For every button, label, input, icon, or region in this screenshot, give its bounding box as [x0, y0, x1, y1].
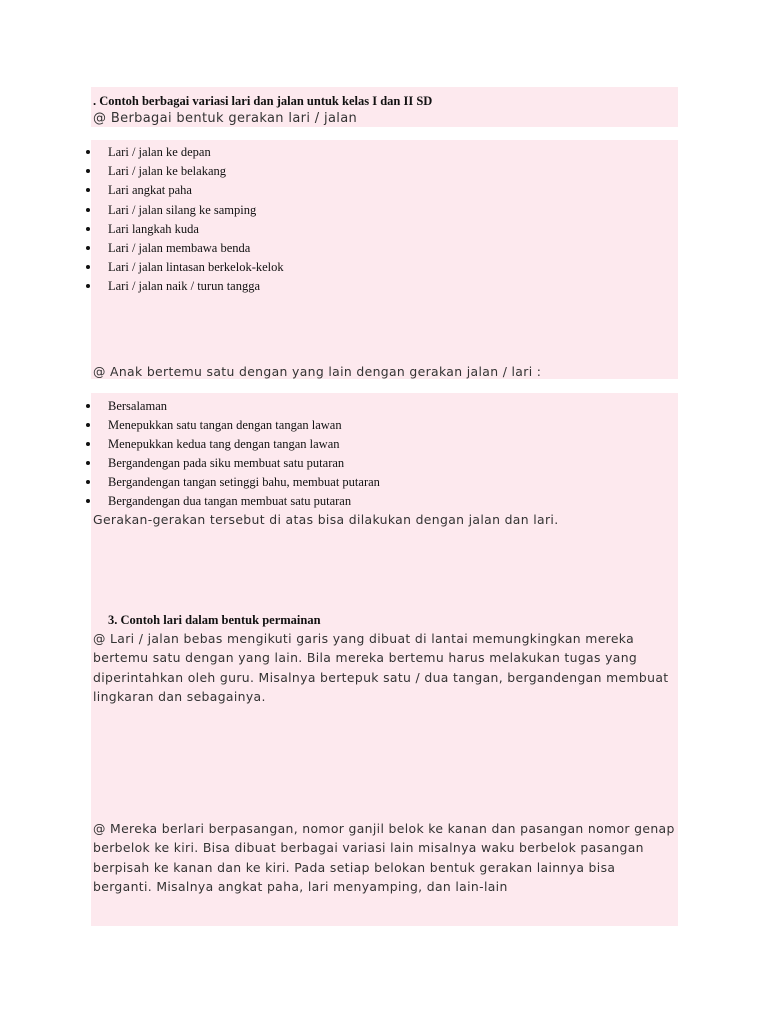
bullet-icon: [86, 499, 90, 503]
list-item: Lari / jalan lintasan berkelok-kelok: [108, 260, 284, 274]
bullet-icon: [86, 208, 90, 212]
bullet-icon: [86, 246, 90, 250]
list-item: Bergandengan dua tangan membuat satu putaran: [108, 494, 352, 508]
movement-note: Gerakan-gerakan tersebut di atas bisa dilakukan dengan jalan dan lari.: [93, 512, 559, 527]
list-item: Bersalaman: [108, 399, 168, 413]
section-heading-permainan: 3. Contoh lari dalam bentuk permainan: [108, 613, 321, 627]
list-item: Bergandengan tangan setinggi bahu, membuat putaran: [108, 475, 380, 489]
bullet-icon: [86, 265, 90, 269]
bullet-icon: [86, 169, 90, 173]
list-item: Menepukkan kedua tang dengan tangan lawan: [108, 437, 340, 451]
list-item: Lari / jalan ke depan: [108, 145, 211, 159]
bullet-icon: [86, 480, 90, 484]
bullet-icon: [86, 423, 90, 427]
paragraph-line: @ Mereka berlari berpasangan, nomor ganjil belok ke kanan dan pasangan nomor genap: [93, 821, 675, 836]
list-item: Menepukkan satu tangan dengan tangan lawan: [108, 418, 342, 432]
list-item: Lari / jalan naik / turun tangga: [108, 279, 261, 293]
bullet-icon: [86, 150, 90, 154]
paragraph-line: berbelok ke kiri. Bisa dibuat berbagai variasi lain misalnya waku berbelok pasangan: [93, 840, 644, 856]
paragraph-berpasangan: [93, 819, 678, 897]
paragraph-line: lingkaran dan sebagainya.: [93, 689, 266, 705]
bullet-icon: [86, 284, 90, 288]
bullet-icon: [86, 442, 90, 446]
list-item: Lari langkah kuda: [108, 222, 199, 236]
paragraph-lari-bebas: [93, 629, 678, 707]
main-heading: . Contoh berbagai variasi lari dan jalan untuk kelas I dan II SD: [93, 94, 433, 108]
paragraph-line: berpisah ke kanan dan ke kiri. Pada setiap belokan bentuk gerakan lainnya bisa: [93, 859, 616, 875]
list-item: Lari / jalan silang ke samping: [108, 203, 257, 217]
list-item: Lari / jalan membawa benda: [108, 241, 251, 255]
paragraph-line: berganti. Misalnya angkat paha, lari menyamping, dan lain-lain: [93, 879, 508, 895]
paragraph-line: @ Lari / jalan bebas mengikuti garis yang dibuat di lantai memungkingkan mereka: [93, 631, 635, 646]
paragraph-line: diperintahkan oleh guru. Misalnya bertepuk satu / dua tangan, bergandengan membuat: [93, 669, 669, 685]
sub-heading-gerakan: @ Berbagai bentuk gerakan lari / jalan: [93, 111, 358, 126]
bullet-icon: [86, 188, 90, 192]
sub-heading-bertemu: @ Anak bertemu satu dengan yang lain dengan gerakan jalan / lari :: [93, 364, 542, 379]
list-item: Lari angkat paha: [108, 183, 192, 197]
paragraph-line: bertemu satu dengan yang lain. Bila mereka bertemu harus melakukan tugas yang: [93, 650, 638, 666]
bullet-icon: [86, 404, 90, 408]
bullet-icon: [86, 461, 90, 465]
bullet-icon: [86, 227, 90, 231]
list-item: Bergandengan pada siku membuat satu putaran: [108, 456, 345, 470]
list-item: Lari / jalan ke belakang: [108, 164, 226, 178]
